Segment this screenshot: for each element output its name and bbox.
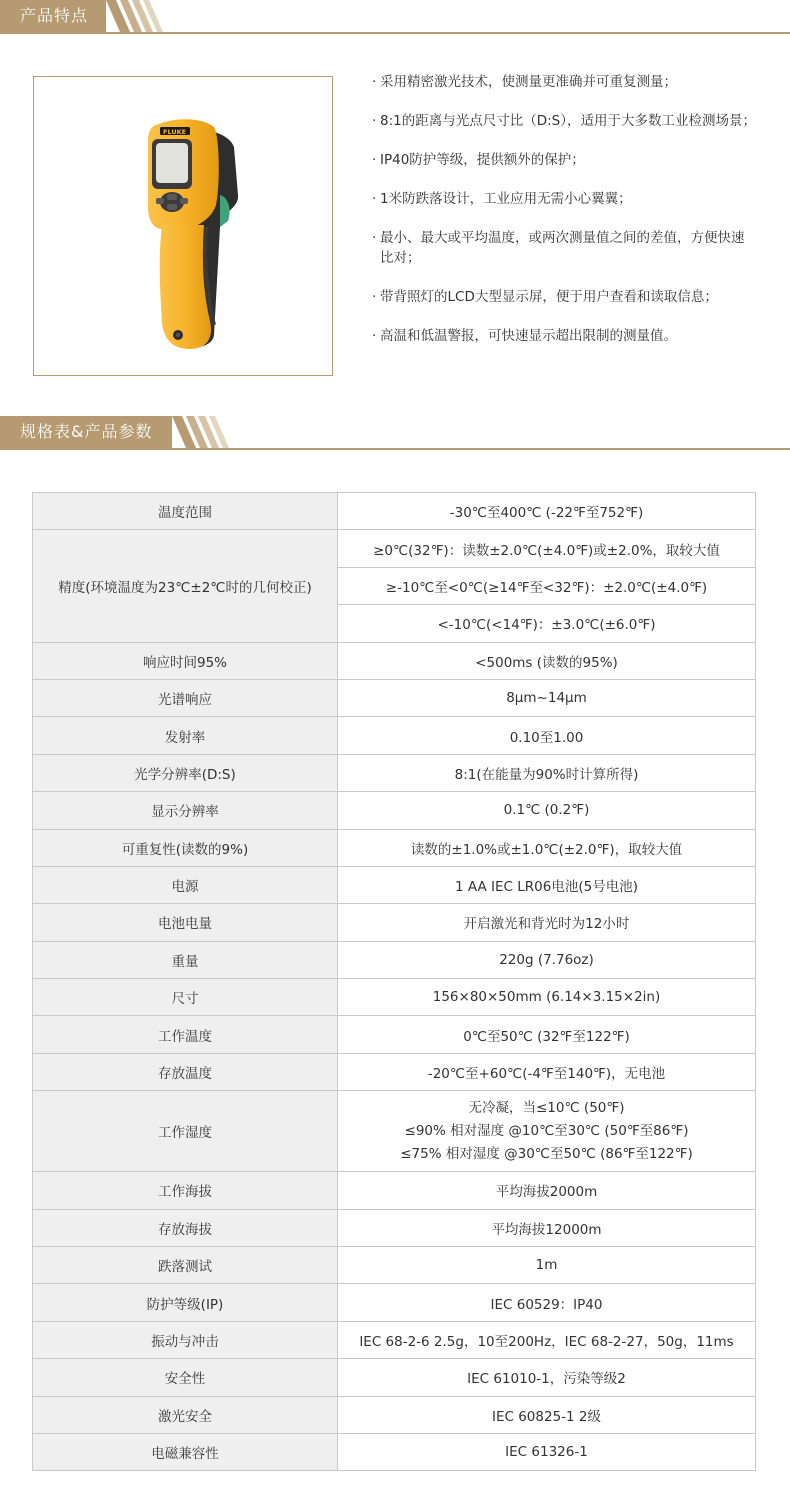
feature-list bbox=[372, 72, 757, 346]
spec-table bbox=[32, 492, 756, 1471]
spec-key: 光谱响应 bbox=[33, 679, 338, 716]
table-row bbox=[33, 792, 756, 829]
spec-value: IEC 61326-1 bbox=[338, 1433, 756, 1470]
spec-value: 156×80×50mm (6.14×3.15×2in) bbox=[338, 979, 756, 1016]
table-row bbox=[33, 1359, 756, 1396]
spec-value: 平均海拔2000m bbox=[338, 1172, 756, 1209]
spec-key: 显示分辨率 bbox=[33, 792, 338, 829]
spec-value: <500ms (读数的95%) bbox=[338, 642, 756, 679]
table-row bbox=[33, 1247, 756, 1284]
spec-value: 0.10至1.00 bbox=[338, 717, 756, 754]
spec-value-line: ≤90% 相对湿度 @10℃至30℃ (50℉至86℉) bbox=[404, 1122, 689, 1139]
spec-value: 220g (7.76oz) bbox=[338, 941, 756, 978]
stripe-decoration bbox=[106, 0, 176, 32]
spec-value: 平均海拔12000m bbox=[338, 1209, 756, 1246]
spec-key: 尺寸 bbox=[33, 979, 338, 1016]
table-row bbox=[33, 1396, 756, 1433]
table-row bbox=[33, 679, 756, 716]
feature-item: · 1米防跌落设计，工业应用无需小心翼翼； bbox=[372, 189, 757, 209]
feature-item: · 8:1的距离与光点尺寸比（D:S），适用于大多数工业检测场景； bbox=[372, 111, 757, 131]
spec-value: 1 AA IEC LR06电池(5号电池) bbox=[338, 866, 756, 903]
spec-key: 精度(环境温度为23℃±2℃时的几何校正) bbox=[33, 530, 338, 642]
product-image-frame bbox=[33, 76, 333, 376]
spec-key: 电磁兼容性 bbox=[33, 1433, 338, 1470]
spec-value: 读数的±1.0%或±1.0℃(±2.0℉)，取较大值 bbox=[338, 829, 756, 866]
table-row bbox=[33, 1172, 756, 1209]
table-row bbox=[33, 1091, 756, 1172]
section-header-specs bbox=[0, 416, 790, 450]
section-rule bbox=[0, 448, 790, 450]
spec-value-line: 无冷凝，当≤10℃ (50℉) bbox=[468, 1099, 625, 1116]
section-title-features: 产品特点 bbox=[0, 0, 106, 32]
feature-item: · 最小、最大或平均温度，或两次测量值之间的差值，方便快速比对； bbox=[372, 228, 757, 268]
section-title-specs: 规格表&产品参数 bbox=[0, 416, 172, 448]
table-row bbox=[33, 754, 756, 791]
spec-key: 电池电量 bbox=[33, 904, 338, 941]
spec-key: 存放温度 bbox=[33, 1053, 338, 1090]
spec-key: 重量 bbox=[33, 941, 338, 978]
table-row bbox=[33, 1284, 756, 1321]
spec-value: -30℃至400℃ (-22℉至752℉) bbox=[338, 493, 756, 530]
table-row bbox=[33, 829, 756, 866]
spec-value: ≥0℃(32℉)：读数±2.0℃(±4.0℉)或±2.0%，取较大值 bbox=[338, 530, 756, 567]
table-row bbox=[33, 904, 756, 941]
table-row bbox=[33, 1209, 756, 1246]
spec-value-multiline bbox=[338, 1091, 756, 1172]
table-row bbox=[33, 493, 756, 530]
table-row bbox=[33, 866, 756, 903]
stripe-decoration bbox=[172, 416, 242, 448]
spec-value: IEC 68-2-6 2.5g，10至200Hz，IEC 68-2-27，50g，11ms bbox=[338, 1321, 756, 1358]
table-row bbox=[33, 717, 756, 754]
spec-key: 温度范围 bbox=[33, 493, 338, 530]
spec-key: 跌落测试 bbox=[33, 1247, 338, 1284]
table-row bbox=[33, 1433, 756, 1470]
table-row bbox=[33, 530, 756, 567]
section-rule bbox=[0, 32, 790, 34]
spec-key: 发射率 bbox=[33, 717, 338, 754]
spec-key: 可重复性(读数的9%) bbox=[33, 829, 338, 866]
table-row bbox=[33, 941, 756, 978]
spec-value: <-10℃(<14℉)：±3.0℃(±6.0℉) bbox=[338, 605, 756, 642]
table-row bbox=[33, 1321, 756, 1358]
spec-value: IEC 60825-1 2级 bbox=[338, 1396, 756, 1433]
spec-value: 0.1℃ (0.2℉) bbox=[338, 792, 756, 829]
spec-key: 振动与冲击 bbox=[33, 1321, 338, 1358]
spec-key: 安全性 bbox=[33, 1359, 338, 1396]
spec-value: 8μm~14μm bbox=[338, 679, 756, 716]
thermometer-image bbox=[34, 77, 334, 377]
feature-item: · 采用精密激光技术，使测量更准确并可重复测量； bbox=[372, 72, 757, 92]
section-header-features bbox=[0, 0, 790, 34]
table-row bbox=[33, 642, 756, 679]
spec-key: 工作湿度 bbox=[33, 1091, 338, 1172]
spec-value: 1m bbox=[338, 1247, 756, 1284]
spec-value: ≥-10℃至<0℃(≥14℉至<32℉)：±2.0℃(±4.0℉) bbox=[338, 567, 756, 604]
spec-value-line: ≤75% 相对湿度 @30℃至50℃ (86℉至122℉) bbox=[400, 1145, 693, 1162]
spec-key: 工作海拔 bbox=[33, 1172, 338, 1209]
spec-value: 开启激光和背光时为12小时 bbox=[338, 904, 756, 941]
spec-value: 8:1(在能量为90%时计算所得) bbox=[338, 754, 756, 791]
spec-key: 响应时间95% bbox=[33, 642, 338, 679]
spec-key: 光学分辨率(D:S) bbox=[33, 754, 338, 791]
spec-key: 电源 bbox=[33, 866, 338, 903]
spec-key: 防护等级(IP) bbox=[33, 1284, 338, 1321]
feature-item: · 带背照灯的LCD大型显示屏，便于用户查看和读取信息； bbox=[372, 287, 757, 307]
feature-item: · 高温和低温警报，可快速显示超出限制的测量值。 bbox=[372, 326, 757, 346]
brand-logo: FLUKE bbox=[163, 128, 187, 136]
spec-value: -20℃至+60℃(-4℉至140℉)，无电池 bbox=[338, 1053, 756, 1090]
table-row bbox=[33, 1053, 756, 1090]
spec-value: 0℃至50℃ (32℉至122℉) bbox=[338, 1016, 756, 1053]
spec-key: 工作温度 bbox=[33, 1016, 338, 1053]
spec-key: 存放海拔 bbox=[33, 1209, 338, 1246]
spec-key: 激光安全 bbox=[33, 1396, 338, 1433]
spec-value: IEC 61010-1，污染等级2 bbox=[338, 1359, 756, 1396]
table-row bbox=[33, 1016, 756, 1053]
table-row bbox=[33, 979, 756, 1016]
feature-item: · IP40防护等级，提供额外的保护； bbox=[372, 150, 757, 170]
spec-value: IEC 60529：IP40 bbox=[338, 1284, 756, 1321]
